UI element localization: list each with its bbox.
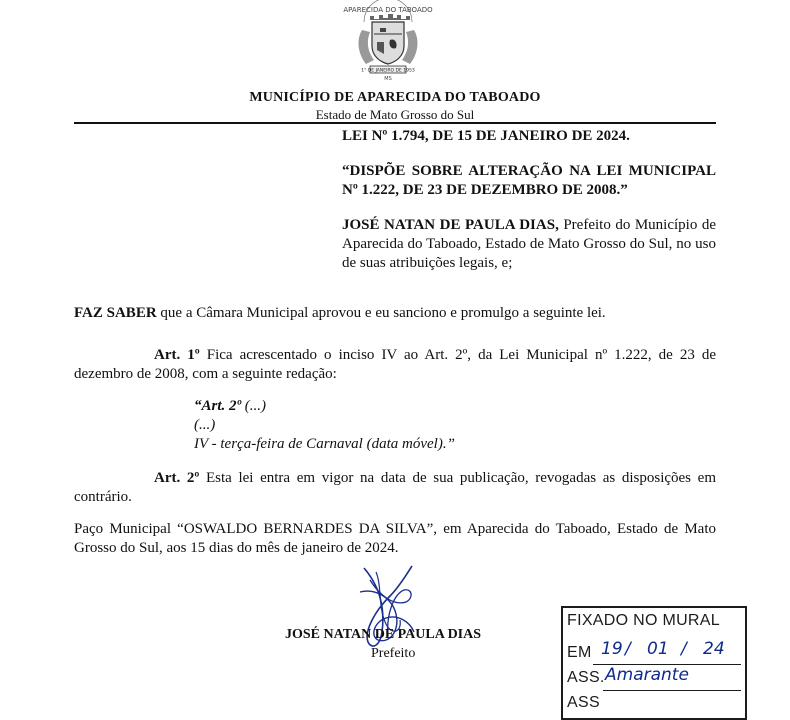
article-2-paragraph (74, 469, 716, 507)
stamp-ass-line (603, 690, 741, 691)
signatory-name: JOSÉ NATAN DE PAULA DIAS (285, 627, 482, 642)
quote-line-1: “Art. 2º (...) (194, 398, 267, 414)
svg-text:APARECIDA DO TABOADO: APARECIDA DO TABOADO (343, 6, 433, 14)
state-subtitle: Estado de Mato Grosso do Sul (315, 107, 475, 122)
stamp-date-month: 01 (647, 639, 669, 659)
article-2-label: Art. 2º (154, 470, 200, 486)
stamp-date-year: 24 (703, 639, 725, 659)
signatory-role: Prefeito (371, 646, 416, 661)
closing-paragraph: Paço Municipal “OSWALDO BERNARDES DA SILVA”, em Aparecida do Taboado, Estado de Mato Grosso do Sul, aos 15 dias do mês de janeiro de 2024. (74, 521, 716, 556)
svg-text:MS: MS (384, 76, 392, 82)
posting-stamp: FIXADO NO MURAL EM 19 / 01 / 24 ASS. Amarante ASS (561, 606, 747, 720)
faz-saber-text: que a Câmara Municipal aprovou e eu sanciono e promulgo a seguinte lei. (156, 305, 606, 321)
law-preamble (342, 216, 716, 273)
stamp-date-day: 19 (601, 639, 623, 659)
stamp-em-label: EM (567, 644, 592, 661)
svg-text:1° DE JANEIRO DE 1953: 1° DE JANEIRO DE 1953 (361, 68, 415, 74)
quote-line-2: (...) (194, 417, 216, 433)
faz-saber-paragraph (74, 304, 716, 323)
stamp-handwritten-initials: Amarante (605, 665, 689, 685)
law-title: LEI Nº 1.794, DE 15 DE JANEIRO DE 2024. (342, 128, 630, 144)
stamp-ass2-label: ASS (567, 694, 600, 711)
quoted-amendment (194, 397, 455, 454)
quote-line-3: IV - terça-feira de Carnaval (data móvel).” (194, 436, 455, 452)
faz-saber-label: FAZ SABER (74, 305, 157, 321)
law-description: “DISPÕE SOBRE ALTERAÇÃO NA LEI MUNICIPAL Nº 1.222, DE 23 DE DEZEMBRO DE 2008.” (342, 163, 716, 198)
article-1-text: Fica acrescentado o inciso IV ao Art. 2º, da Lei Municipal nº 1.222, de 23 de dezembro de 2008, com a seguinte redação: (74, 347, 717, 382)
article-2-text: Esta lei entra em vigor na data de sua publicação, revogadas as disposições em contrário. (74, 470, 716, 505)
header-divider (74, 122, 716, 124)
mayor-name: JOSÉ NATAN DE PAULA DIAS, (342, 217, 559, 233)
article-1-label: Art. 1º (154, 347, 200, 363)
article-1-paragraph (74, 346, 716, 384)
stamp-ass-label: ASS. (567, 669, 605, 686)
preamble-text: Prefeito do Município de Aparecida do Taboado, Estado de Mato Grosso do Sul, no uso de suas atribuições legais, e; (342, 217, 717, 271)
stamp-title: FIXADO NO MURAL (567, 612, 720, 629)
municipal-crest-logo (343, 0, 433, 82)
municipality-title: MUNICÍPIO DE APARECIDA DO TABOADO (249, 90, 541, 105)
